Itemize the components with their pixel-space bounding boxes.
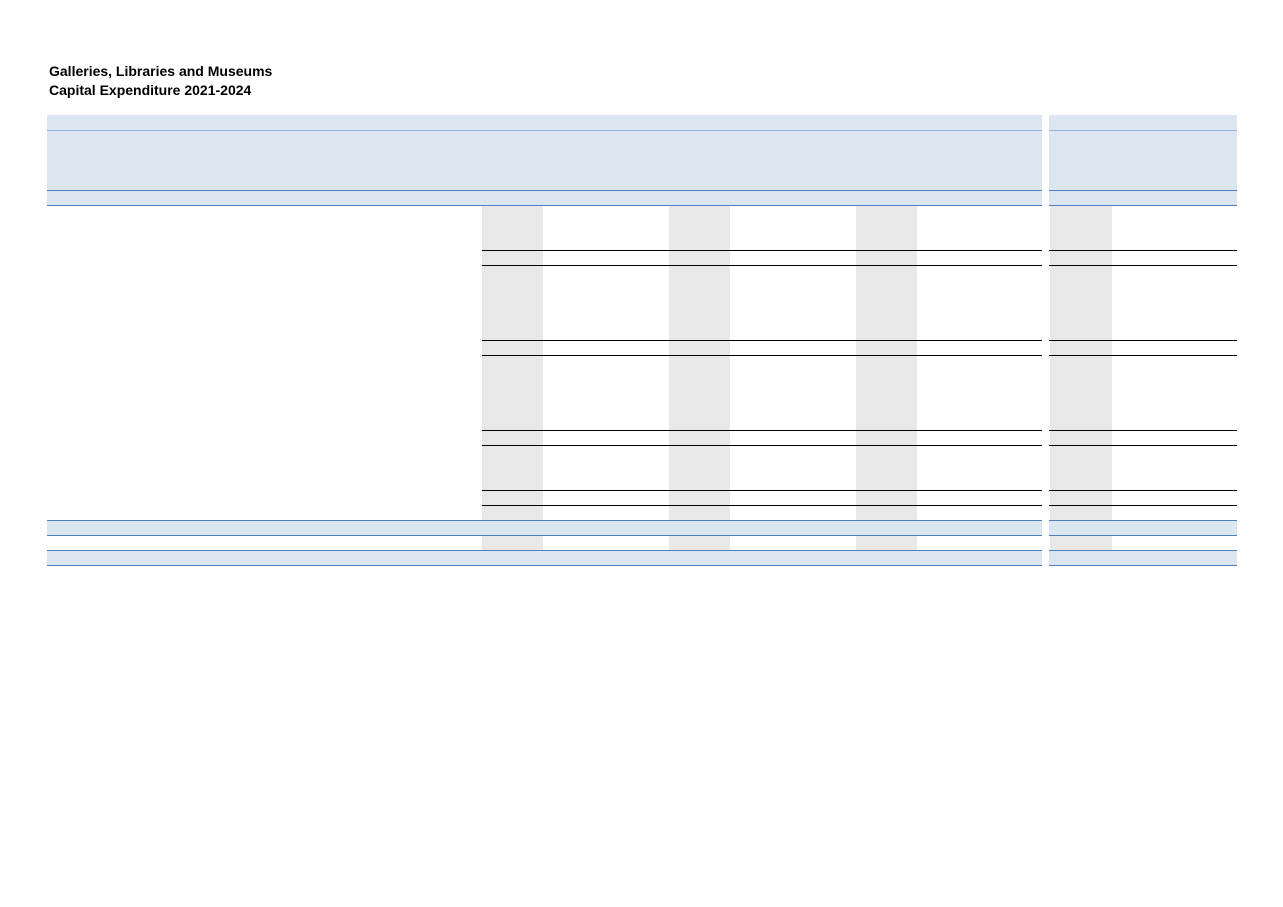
shaded-column bbox=[1050, 535, 1112, 550]
header-rule bbox=[1049, 130, 1237, 131]
subtotal-rule bbox=[1049, 430, 1237, 431]
subtotal-rule bbox=[482, 430, 1042, 431]
total-rule bbox=[47, 520, 1042, 521]
total-renewals-band bbox=[47, 520, 1237, 535]
total-rule bbox=[47, 550, 1042, 551]
section-band bbox=[47, 190, 1237, 205]
section-rule bbox=[1049, 205, 1237, 206]
subtotal-rule bbox=[482, 445, 1042, 446]
subtotal-rule bbox=[482, 490, 1042, 491]
header-rule bbox=[47, 130, 1042, 131]
shaded-column bbox=[856, 205, 917, 520]
total-rule bbox=[1049, 535, 1237, 536]
subtotal-rule bbox=[482, 250, 1042, 251]
section-rule bbox=[47, 205, 1042, 206]
total-rule bbox=[1049, 520, 1237, 521]
subtotal-rule bbox=[1049, 265, 1237, 266]
total-rule bbox=[47, 535, 1042, 536]
subtotal-rule bbox=[1049, 340, 1237, 341]
subtotal-rule bbox=[1049, 490, 1237, 491]
total-rule bbox=[1049, 550, 1237, 551]
page-title: Galleries, Libraries and Museums bbox=[49, 63, 273, 79]
shaded-column bbox=[669, 535, 730, 550]
shaded-column bbox=[482, 205, 543, 520]
subtotal-rule bbox=[1049, 505, 1237, 506]
subtotal-rule bbox=[1049, 355, 1237, 356]
total-capital-band bbox=[47, 550, 1237, 565]
column-gap bbox=[1042, 110, 1049, 570]
shaded-column bbox=[669, 205, 730, 520]
subtotal-rule bbox=[482, 340, 1042, 341]
subtotal-rule bbox=[1049, 445, 1237, 446]
subtotal-rule bbox=[1049, 250, 1237, 251]
total-rule bbox=[1049, 565, 1237, 566]
subtotal-rule bbox=[482, 505, 1042, 506]
subtotal-rule bbox=[482, 265, 1042, 266]
header-band bbox=[47, 115, 1237, 190]
shaded-column bbox=[1050, 205, 1112, 520]
total-rule bbox=[47, 565, 1042, 566]
header-rule bbox=[47, 190, 1042, 191]
subtotal-rule bbox=[482, 355, 1042, 356]
shaded-column bbox=[856, 535, 917, 550]
shaded-column bbox=[482, 535, 543, 550]
header-rule bbox=[1049, 190, 1237, 191]
page-subtitle: Capital Expenditure 2021-2024 bbox=[49, 82, 252, 98]
